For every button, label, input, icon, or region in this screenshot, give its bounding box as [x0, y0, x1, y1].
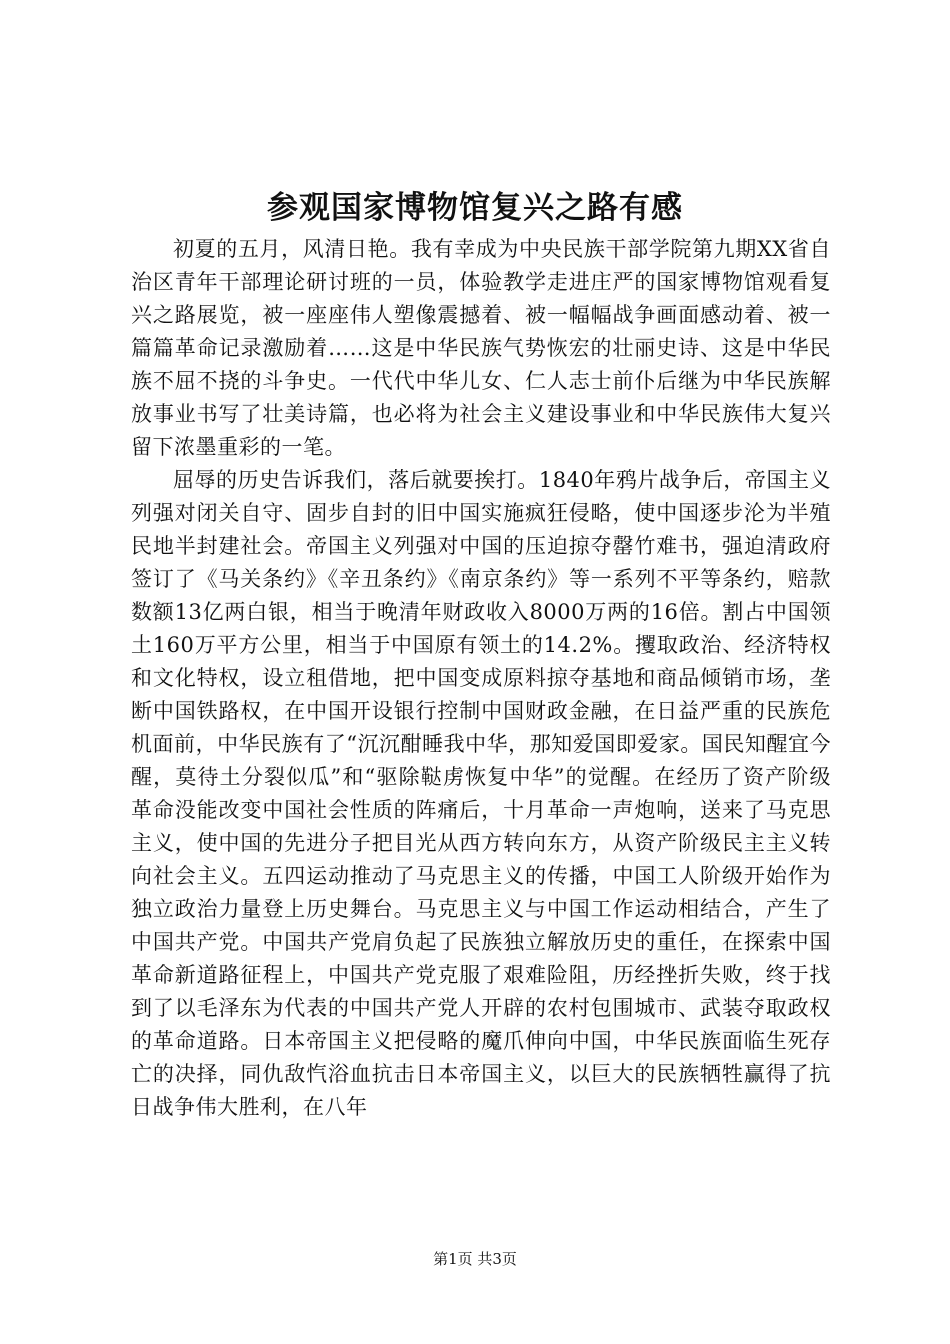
page-footer: 第1页 共3页 — [433, 1250, 517, 1268]
document-body — [131, 233, 831, 1124]
paragraph-1: 初夏的五月，风清日艳。我有幸成为中央民族干部学院第九期XX省自治区青年干部理论研讨班的一员，体验教学走进庄严的国家博物馆观看复兴之路展览，被一座座伟人塑像震撼着、被一幅幅战争画面感动着、被一篇篇革命记录激励着……这是中华民族气势恢宏的壮丽史诗、这是中华民族不屈不挠的斗争史。一代代中华儿女、仁人志士前仆后继为中华民族解放事业书写了壮美诗篇，也必将为社会主义建设事业和中华民族伟大复兴留下浓墨重彩的一笔。 — [131, 237, 831, 459]
document-title: 参观国家博物馆复兴之路有感 — [267, 190, 683, 226]
paragraph-2: 屈辱的历史告诉我们，落后就要挨打。1840年鸦片战争后，帝国主义列强对闭关自守、固步自封的旧中国实施疯狂侵略，使中国逐步沦为半殖民地半封建社会。帝国主义列强对中国的压迫掠夺罄竹难书，强迫清政府签订了《马关条约》《辛丑条约》《南京条约》等一系列不平等条约，赔款数额13亿两白银，相当于晚清年财政收入8000万两的16倍。割占中国领土160万平方公里，相当于中国原有领土的14.2%。攫取政治、经济特权和文化特权，设立租借地，把中国变成原料掠夺基地和商品倾销市场，垄断中国铁路权，在中国开设银行控制中国财政金融，在日益严重的民族危机面前，中华民族有了“沉沉酣睡我中华，那知爱国即爱家。国民知醒宜今醒，莫待土分裂似瓜”和“驱除鞑虏恢复中华”的觉醒。在经历了资产阶级革命没能改变中国社会性质的阵痛后，十月革命一声炮响，送来了马克思主义，使中国的先进分子把目光从西方转向东方，从资产阶级民主主义转向社会主义。五四运动推动了马克思主义的传播，中国工人阶级开始作为独立政治力量登上历史舞台。马克思主义与中国工作运动相结合，产生了中国共产党。中国共产党肩负起了民族独立解放历史的重任，在探索中国革命新道路征程上，中国共产党克服了艰难险阻，历经挫折失败，终于找到了以毛泽东为代表的中国共产党人开辟的农村包围城市、武装夺取政权的革命道路。日本帝国主义把侵略的魔爪伸向中国，中华民族面临生死存亡的决择，同仇敌忾浴血抗击日本帝国主义，以巨大的民族牺牲赢得了抗日战争伟大胜利，在八年 — [131, 468, 831, 1119]
